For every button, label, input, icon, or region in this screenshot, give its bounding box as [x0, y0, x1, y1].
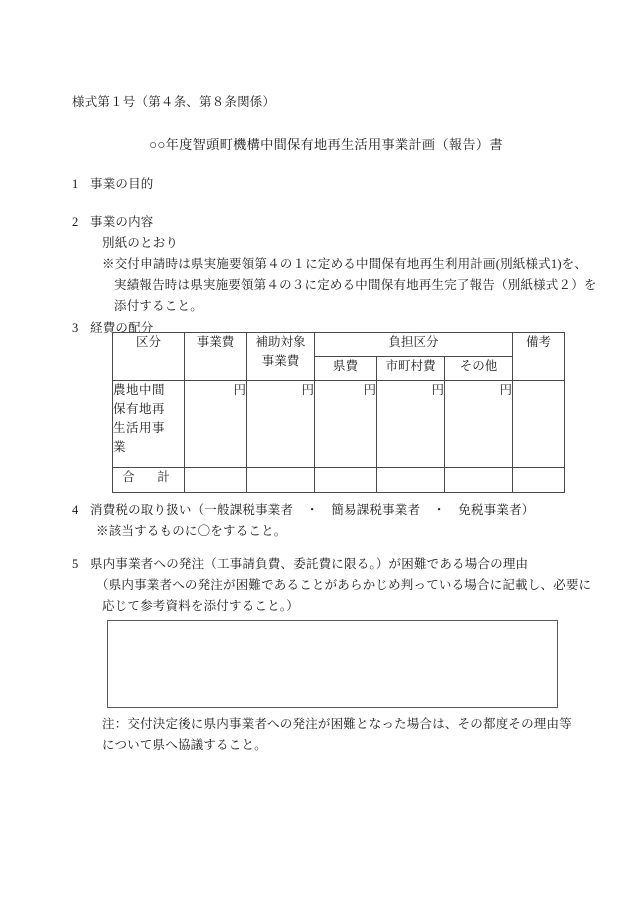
row-label-total: 合 計 [113, 468, 185, 493]
cell-biko-value[interactable] [513, 381, 565, 468]
section-5-label: 県内事業者への発注（工事請負費、委託費に限る。）が困難である場合の理由 [90, 557, 529, 571]
footer-note-line-1: 注：交付決定後に県内事業者への発注が困難となった場合は、その都度その理由等 [102, 717, 572, 731]
header-sonota: その他 [445, 357, 513, 381]
cell-total-jigyohi[interactable] [185, 468, 247, 493]
section-4 [72, 500, 535, 542]
section-5-number: 5 [72, 557, 79, 571]
row-label-line-3: 生活用事 [113, 421, 166, 435]
cell-sonota-amount[interactable]: 円 [445, 381, 513, 468]
footer-note [72, 714, 572, 756]
section-5-heading [72, 554, 528, 575]
reason-free-text-box[interactable] [107, 620, 558, 708]
cell-total-hojo[interactable] [247, 468, 315, 493]
section-5-line-3: 応じて参考資料を添付すること。） [102, 599, 299, 613]
section-2-heading [72, 212, 154, 233]
section-4-heading [72, 500, 535, 521]
row-label-line-4: 業 [113, 440, 127, 454]
cell-total-shichoson[interactable] [377, 468, 445, 493]
section-2-line-1: 別紙のとおり [102, 236, 179, 250]
header-hojo-taisho-jigyohi [247, 333, 315, 381]
header-futan-kubun: 負担区分 [315, 333, 513, 357]
section-2-line-2: ※交付申請時は県実施要領第４の１に定める中間保有地再生利用計画(別紙様式1)を、 [102, 257, 588, 271]
section-3-label: 経費の配分 [90, 321, 154, 335]
header-hojo-line2: 事業費 [261, 354, 300, 368]
table-header-row-1 [113, 333, 565, 357]
cell-kenpi-amount[interactable]: 円 [315, 381, 377, 468]
section-2-label: 事業の内容 [90, 215, 154, 229]
header-biko: 備考 [513, 333, 565, 381]
cell-total-sonota[interactable] [445, 468, 513, 493]
footer-note-line-2: について県へ協議すること。 [102, 738, 267, 752]
cell-jigyohi-amount[interactable]: 円 [185, 381, 247, 468]
form-number: 様式第１号（第４条、第８条関係） [72, 95, 276, 109]
header-shichoson: 市町村費 [377, 357, 445, 381]
row-label-nochi-chukan [113, 381, 185, 468]
header-jigyohi: 事業費 [185, 333, 247, 381]
header-kenpi: 県費 [315, 357, 377, 381]
section-3-number: 3 [72, 321, 79, 335]
header-kubun: 区分 [113, 333, 185, 381]
header-hojo-line1: 補助対象 [255, 335, 306, 349]
section-2-number: 2 [72, 215, 79, 229]
table-row-total [113, 468, 565, 493]
section-2 [72, 212, 597, 317]
section-1-label: 事業の目的 [90, 177, 154, 191]
cell-total-biko[interactable] [513, 468, 565, 493]
section-4-number: 4 [72, 503, 79, 517]
section-2-line-3: 実績報告時は県実施要領第４の３に定める中間保有地再生完了報告（別紙様式２）を [114, 278, 597, 292]
cell-hojo-amount[interactable]: 円 [247, 381, 315, 468]
row-label-line-2: 保有地再 [113, 402, 166, 416]
section-4-label: 消費税の取り扱い（一般課税事業者 ・ 簡易課税事業者 ・ 免税事業者） [90, 503, 535, 517]
section-5-line-2: （県内事業者への発注が困難であることがあらかじめ判っている場合に記載し、必要に [96, 578, 592, 592]
section-1 [72, 174, 154, 195]
row-label-line-1: 農地中間 [113, 383, 166, 397]
cell-shichoson-amount[interactable]: 円 [377, 381, 445, 468]
page-title: ○○年度智頭町機構中間保有地再生活用事業計画（報告）書 [149, 137, 503, 152]
section-5 [72, 554, 591, 617]
cell-total-kenpi[interactable] [315, 468, 377, 493]
table-row [113, 381, 565, 468]
section-1-heading [72, 174, 154, 195]
section-4-note: ※該当するものに〇をすること。 [96, 524, 287, 538]
cost-allocation-table-wrapper [112, 332, 565, 493]
section-2-line-4: 添付すること。 [114, 299, 203, 313]
section-1-number: 1 [72, 177, 79, 191]
cost-allocation-table [112, 332, 565, 493]
